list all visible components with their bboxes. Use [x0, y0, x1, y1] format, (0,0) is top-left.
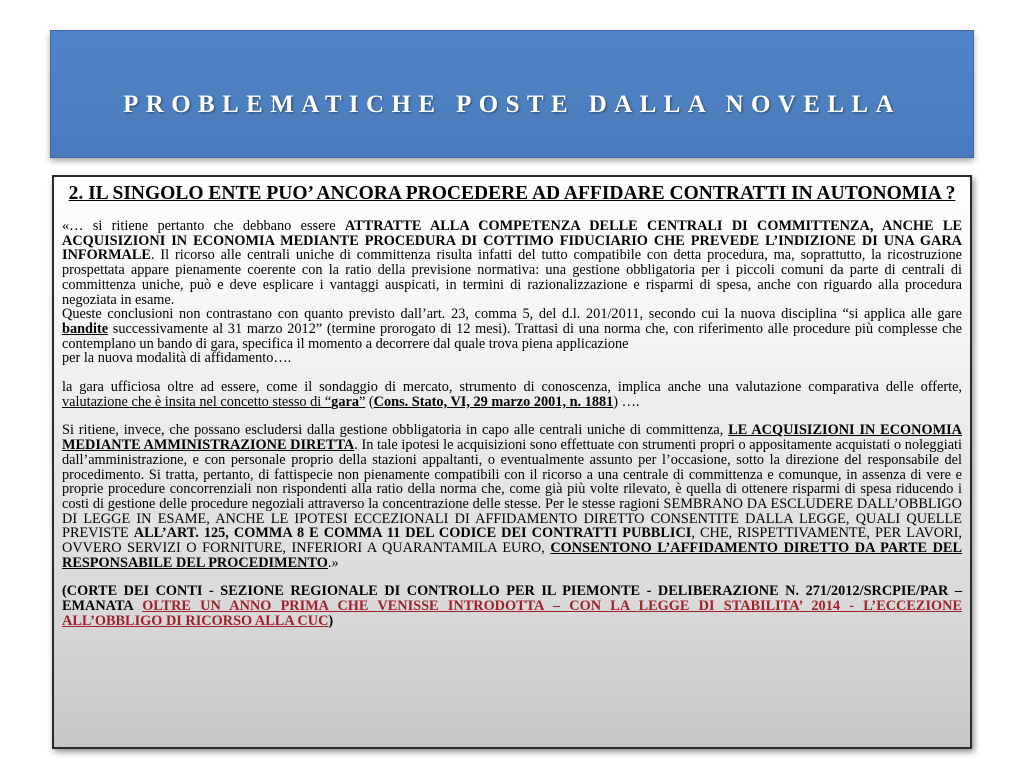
p4-text-g: ) …. [613, 393, 640, 410]
paragraph-6-citation [62, 584, 962, 628]
p6-closing-paren: ) [328, 612, 334, 629]
p1-bold-text: ATTRATTE ALLA COMPETENZA DELLE CENTRALI DI COMMITTENZA, ANCHE LE ACQUISIZIONI IN ECONOMIA MEDIANTE PROCEDURA DI COTTIMO FIDUCIARIO CHE PREVEDE L’INDIZIONE DI UNA GARA INFORMALE [62, 218, 962, 264]
p2-text-a: Queste conclusioni non contrastano con quanto previsto dall’art. 23, comma 5, del d.l. 201/2011, secondo cui la nuova disciplina “si applica alle gare [62, 306, 962, 323]
content-box [52, 175, 972, 749]
spacer [62, 570, 962, 584]
title-bar [50, 30, 974, 158]
p2-text-c: successivamente al 31 marzo 2012” (termine prorogato di 12 mesi). Trattasi di una norma che, con riferimento alle procedure più complesse che contemplano un bando di gara, specifica il momento a decorrere dal quale trova piena applicazione [62, 320, 962, 352]
p5-text-g: .» [327, 554, 339, 571]
p6-red-underline: OLTRE UN ANNO PRIMA CHE VENISSE INTRODOTTA – CON LA LEGGE DI STABILITA’ 2014 - L’ECCEZIONE ALL’OBBLIGO DI RICORSO ALLA CUC [62, 598, 962, 629]
p2-bold-underline: bandite [62, 320, 109, 337]
p5-text-a: Si ritiene, invece, che possano escludersi dalla gestione obbligatoria in capo alle centrali uniche di committenza, [62, 422, 729, 439]
paragraph-4 [62, 380, 962, 409]
p4-citation: Cons. Stato, VI, 29 marzo 2001, n. 1881 [373, 393, 614, 410]
p5-bold-underline: LE ACQUISIZIONI IN ECONOMIA MEDIANTE AMMINISTRAZIONE DIRETTA [62, 422, 962, 454]
p4-text-e: ( [365, 393, 374, 410]
p1-text-c: . Il ricorso alle centrali uniche di committenza risulta infatti del tutto compatibile con detta procedura, ma, soprattutto, la ricostruzione prospettata appare pienamente coerente con la ratio della previsione normativa: una gestione obbligatoria per i piccoli comuni da parte di centrali di committenza uniche, può e deve esplicare i vantaggi auspicati, in termini di razionalizzazione e risparmi di spesa, anche con riguardo alla procedura negoziata in esame. [62, 247, 962, 308]
p1-text-a: «… si ritiene pertanto che debbano essere [62, 218, 345, 234]
p4-underline-quote: ” [358, 393, 366, 410]
paragraph-3: per la nuova modalità di affidamento…. [62, 350, 292, 367]
p5-text-c: . In tale ipotesi le acquisizioni sono effettuate con strumenti propri o appositamente acquistati o noleggiati dall’amministrazione, e con personale proprio della stazioni appaltanti, o eventualmente assunto per l’occasione, sotto la direzione del responsabile del procedimento. Si tratta, pertanto, di fattispecie non pienamente compatibili con il ricorso a una centrale di committenza e comunque, in assenza di vere e proprie procedure concorrenziali non rispondenti alla ratio della norma che, come già più volte rilevato, è quella di ottenere risparmi di spesa riducendo i costi di gestione delle procedure negoziali attraverso la concentrazione delle stesse. Per le stesse ragioni SEMBRANO DA ESCLUDERE DALL’OBBLIGO DI LEGGE IN ESAME, ANCHE LE IPOTESI ECCEZIONALI DI AFFIDAMENTO DIRETTO CONSENTITE DALLA LEGGE, QUALI QUELLE PREVISTE [62, 437, 962, 542]
p4-text-a: la gara ufficiosa oltre ad essere, come il sondaggio di mercato, strumento di conoscenza, implica anche una valutazione comparativa delle offerte, [62, 379, 962, 396]
paragraph-5 [62, 423, 962, 570]
p6-bold-text: (CORTE DEI CONTI - SEZIONE REGIONALE DI CONTROLLO PER IL PIEMONTE - DELIBERAZIONE N. 271/2012/SRCPIE/PAR – EMANATA [62, 583, 962, 615]
paragraph-2 [62, 307, 962, 351]
spacer [62, 366, 962, 380]
spacer [62, 409, 962, 423]
slide-title: PROBLEMATICHE POSTE DALLA NOVELLA [123, 91, 901, 118]
p5-text-e: , CHE, RISPETTIVAMENTE, PER LAVORI, OVVERO SERVIZI O FORNITURE, INFERIORI A QUARANTAMILA EURO, [62, 525, 962, 557]
p4-bold-underline: gara [331, 393, 359, 410]
p5-bold-underline-2: CONSENTONO L’AFFIDAMENTO DIRETTO DA PARTE DEL RESPONSABILE DEL PROCEDIMENTO [62, 540, 962, 571]
p5-bold-text: ALL’ART. 125, COMMA 8 E COMMA 11 DEL CODICE DEI CONTRATTI PUBBLICI [133, 525, 692, 542]
section-heading: 2. IL SINGOLO ENTE PUO’ ANCORA PROCEDERE AD AFFIDARE CONTRATTI IN AUTONOMIA ? [68, 183, 956, 204]
paragraph-1 [62, 219, 962, 307]
p4-underline: valutazione che è insita nel concetto stesso di “ [62, 393, 332, 410]
